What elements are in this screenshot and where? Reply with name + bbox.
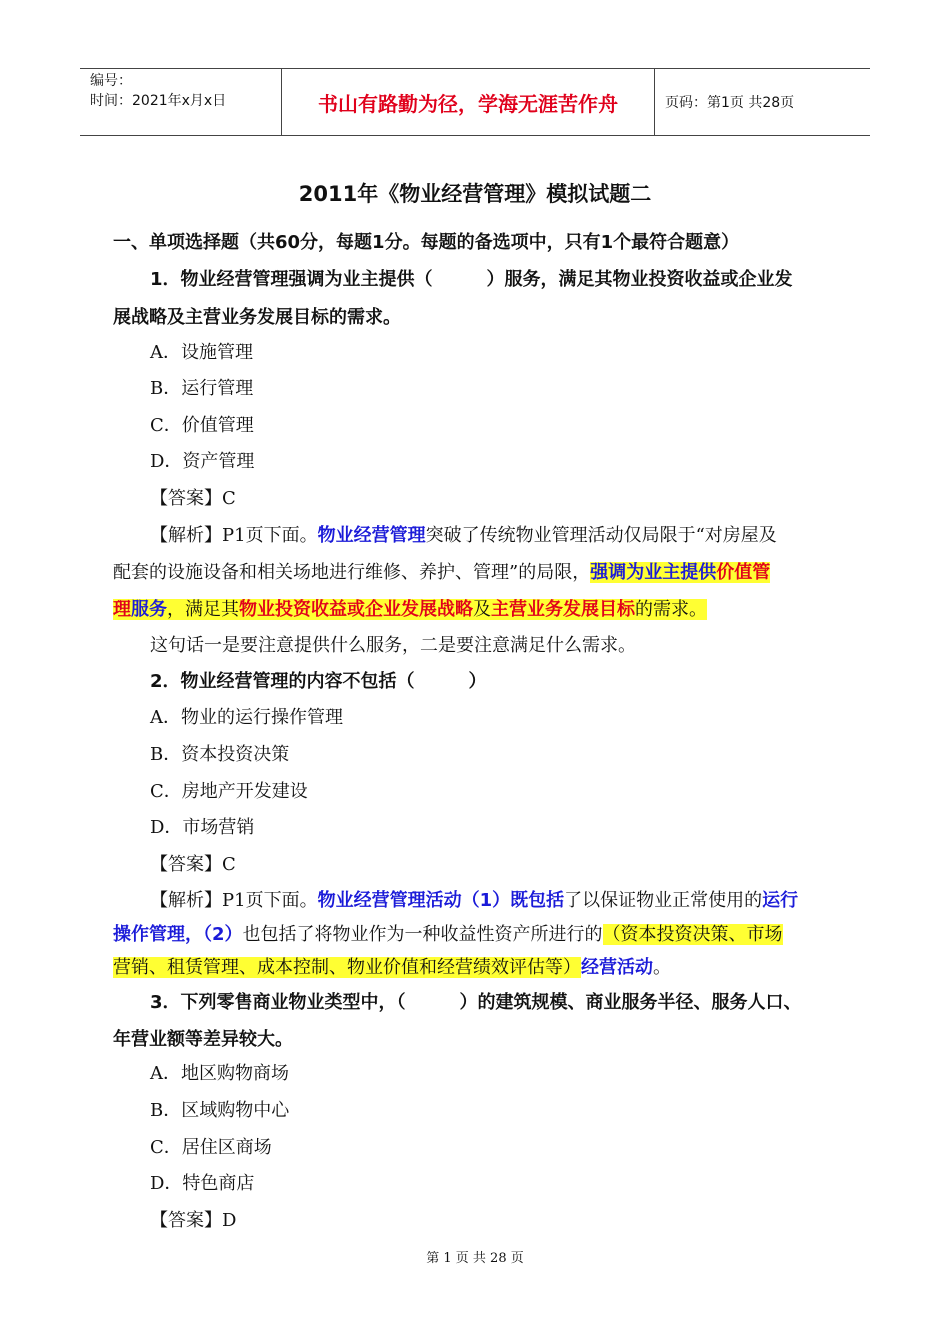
q1-analysis-text2: 配套的设施设备和相关场地进行维修、养护、管理”的局限， — [113, 562, 591, 583]
header-table — [80, 68, 870, 136]
q2-analysis-line1 — [150, 889, 880, 913]
q2-option-b: B．资本投资决策 — [150, 744, 290, 765]
q2-analysis-highlight1: （资本投资决策、市场 — [602, 924, 783, 945]
q1-analysis-hl9: 的需求。 — [635, 599, 707, 620]
q2-analysis-end: 。 — [653, 957, 671, 978]
q1-analysis-hl5: ，满足其 — [167, 599, 239, 620]
q1-analysis-term: 物业经营管理 — [317, 525, 426, 546]
q1-option-c: C．价值管理 — [150, 415, 254, 436]
q3-option-a: A．地区购物商场 — [150, 1063, 289, 1084]
q2-analysis-line2 — [113, 923, 843, 947]
q1-analysis-hl8: 主营业务发展目标 — [491, 599, 635, 620]
q2-option-d: D．市场营销 — [150, 817, 255, 838]
q1-analysis-line3 — [113, 598, 843, 622]
document-title: 2011年《物业经营管理》模拟试题二 — [298, 182, 652, 206]
q3-option-b: B．区域购物中心 — [150, 1100, 290, 1121]
q2-analysis-term3: 操作管理，（2） — [113, 924, 243, 945]
q1-analysis-highlight2: 价值管 — [716, 562, 771, 583]
q2-analysis-term4: 经营活动 — [581, 957, 653, 978]
q1-analysis-line1 — [150, 524, 880, 548]
q1-analysis-hl4: 服务 — [131, 599, 167, 620]
page-info: 页码：第1页 共28页 — [665, 95, 795, 111]
q2-analysis-prefix: 【解析】P1页下面。 — [150, 890, 318, 911]
q2-analysis-text2: 也包括了将物业作为一种收益性资产所进行的 — [242, 924, 603, 945]
q1-analysis-text: 突破了传统物业管理活动仅局限于“对房屋及 — [425, 525, 777, 546]
q3-option-c: C．居住区商场 — [150, 1137, 272, 1158]
q1-stem-line1: 1．物业经营管理强调为业主提供（ ）服务，满足其物业投资收益或企业发 — [150, 269, 793, 290]
page-footer: 第 1 页 共 28 页 — [426, 1251, 524, 1266]
q1-analysis-hl7: 及 — [473, 599, 491, 620]
q1-analysis-hl6: 物业投资收益或企业发展战略 — [239, 599, 473, 620]
q2-answer: 【答案】C — [150, 854, 236, 875]
q1-analysis-highlight1: 强调为业主提供 — [590, 562, 717, 583]
q3-answer: 【答案】D — [150, 1210, 237, 1231]
q1-analysis-prefix: 【解析】P1页下面。 — [150, 525, 318, 546]
q1-option-b: B．运行管理 — [150, 378, 254, 399]
q1-option-a: A．设施管理 — [150, 342, 253, 363]
q3-stem-line1: 3．下列零售商业物业类型中，（ ）的建筑规模、商业服务半径、服务人口、 — [150, 992, 802, 1013]
q2-analysis-text: 了以保证物业正常使用的 — [564, 890, 763, 911]
q1-note: 这句话一是要注意提供什么服务，二是要注意满足什么需求。 — [150, 635, 636, 656]
q2-option-a: A．物业的运行操作管理 — [150, 707, 343, 728]
q1-analysis-hl3: 理 — [113, 599, 131, 620]
q1-stem-line2: 展战略及主营业务发展目标的需求。 — [113, 307, 401, 328]
q2-analysis-term2: 运行 — [762, 890, 799, 911]
section-heading: 一、单项选择题（共60分，每题1分。每题的备选项中，只有1个最符合题意） — [113, 232, 740, 253]
q2-analysis-highlight2: 营销、租赁管理、成本控制、物业价值和经营绩效评估等） — [113, 957, 581, 978]
q2-option-c: C．房地产开发建设 — [150, 781, 308, 802]
q2-analysis-term: 物业经营管理活动（1）既包括 — [317, 890, 565, 911]
time-label: 时间：2021年x月x日 — [90, 93, 227, 109]
header-left-cell — [80, 69, 281, 135]
motto: 书山有路勤为径，学海无涯苦作舟 — [281, 69, 655, 135]
q1-analysis-line2 — [113, 561, 843, 585]
q3-option-d: D．特色商店 — [150, 1173, 255, 1194]
q3-stem-line2: 年营业额等差异较大。 — [113, 1029, 293, 1050]
number-label: 编号： — [90, 73, 132, 89]
q2-analysis-line3 — [113, 956, 843, 980]
q1-option-d: D．资产管理 — [150, 451, 255, 472]
q2-stem: 2．物业经营管理的内容不包括（ ） — [150, 671, 487, 692]
q1-answer: 【答案】C — [150, 488, 236, 509]
